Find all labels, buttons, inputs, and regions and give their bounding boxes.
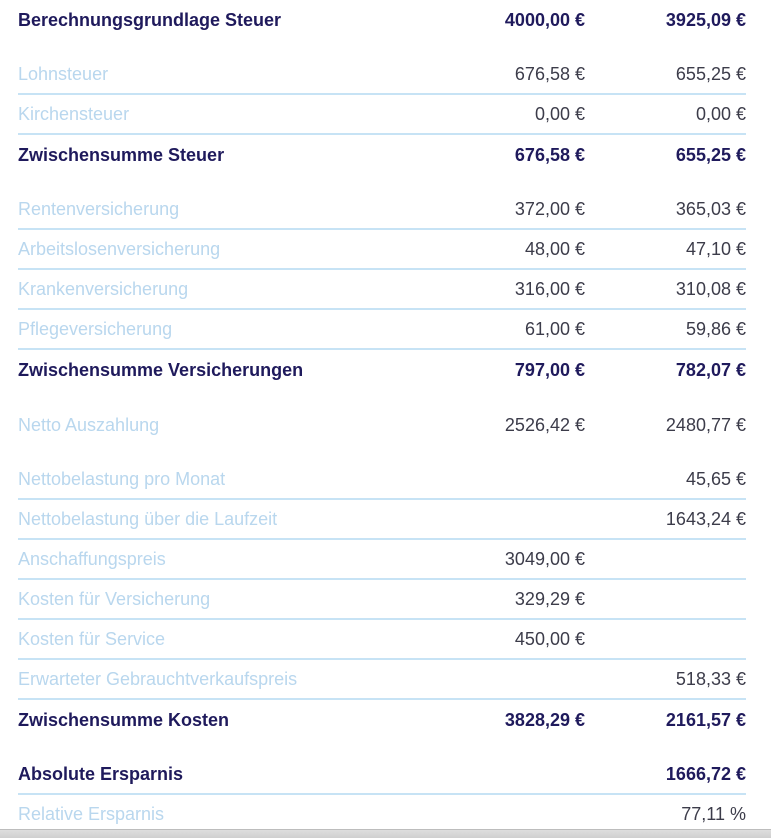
row-value-col1: 676,58 €	[514, 144, 585, 165]
row-value-col1: 676,58 €	[514, 63, 585, 84]
row-value-col2: 59,86 €	[685, 318, 746, 339]
row-value-col2: 77,11 %	[681, 803, 746, 824]
row-rentenversicherung	[18, 190, 746, 230]
row-berechnungsgrundlage	[18, 0, 746, 40]
row-value-col2: 310,08 €	[675, 278, 746, 299]
section-gap	[18, 40, 746, 55]
row-pflegeversicherung	[18, 310, 746, 350]
section-gap	[18, 175, 746, 190]
row-label: Zwischensumme Kosten	[18, 709, 230, 730]
row-value-col1: 48,00 €	[524, 238, 585, 259]
row-label: Pflegeversicherung	[18, 318, 173, 339]
row-netto-auszahlung	[18, 405, 746, 445]
row-value-col2: 655,25 €	[675, 144, 746, 165]
row-label: Kosten für Versicherung	[18, 588, 211, 609]
row-zwischensumme-steuer	[18, 135, 746, 175]
row-value-col2: 0,00 €	[695, 103, 746, 124]
salary-comparison-table	[18, 0, 746, 835]
row-arbeitslosenversicherung	[18, 230, 746, 270]
row-lohnsteuer	[18, 55, 746, 95]
row-value-col2: 2480,77 €	[665, 414, 746, 435]
row-value-col2: 518,33 €	[675, 668, 746, 689]
row-value-col1: 2526,42 €	[504, 414, 585, 435]
row-label: Nettobelastung pro Monat	[18, 468, 226, 489]
row-value-col2: 655,25 €	[675, 63, 746, 84]
row-gebrauchtverkaufspreis	[18, 660, 746, 700]
row-label: Zwischensumme Steuer	[18, 144, 225, 165]
section-gap	[18, 740, 746, 755]
row-value-col1: 450,00 €	[514, 628, 585, 649]
section-gap	[18, 445, 746, 460]
row-value-col1: 61,00 €	[524, 318, 585, 339]
row-label: Anschaffungspreis	[18, 548, 166, 569]
row-krankenversicherung	[18, 270, 746, 310]
row-value-col2: 1643,24 €	[665, 508, 746, 529]
row-zwischensumme-versicherungen	[18, 350, 746, 390]
row-value-col1: 329,29 €	[514, 588, 585, 609]
row-label: Zwischensumme Versicherungen	[18, 359, 304, 380]
row-value-col1: 4000,00 €	[504, 9, 585, 30]
row-label: Arbeitslosenversicherung	[18, 238, 221, 259]
row-value-col2: 2161,57 €	[665, 709, 746, 730]
row-value-col2: 45,65 €	[685, 468, 746, 489]
row-value-col1: 797,00 €	[514, 359, 585, 380]
row-kirchensteuer	[18, 95, 746, 135]
row-label: Krankenversicherung	[18, 278, 189, 299]
row-value-col2: 3925,09 €	[665, 9, 746, 30]
row-absolute-ersparnis	[18, 755, 746, 795]
row-value-col2: 365,03 €	[675, 198, 746, 219]
row-label: Relative Ersparnis	[18, 803, 165, 824]
row-nettobelastung-monat	[18, 460, 746, 500]
row-zwischensumme-kosten	[18, 700, 746, 740]
row-label: Berechnungsgrundlage Steuer	[18, 9, 282, 30]
row-value-col2: 782,07 €	[675, 359, 746, 380]
row-kosten-service	[18, 620, 746, 660]
section-gap	[18, 390, 746, 405]
row-value-col2: 47,10 €	[685, 238, 746, 259]
row-value-col1: 372,00 €	[514, 198, 585, 219]
row-label: Netto Auszahlung	[18, 414, 160, 435]
row-nettobelastung-laufzeit	[18, 500, 746, 540]
row-value-col2: 1666,72 €	[665, 763, 746, 784]
row-value-col1: 316,00 €	[514, 278, 585, 299]
row-label: Lohnsteuer	[18, 63, 109, 84]
row-label: Nettobelastung über die Laufzeit	[18, 508, 278, 529]
row-label: Kirchensteuer	[18, 103, 130, 124]
row-value-col1: 3828,29 €	[504, 709, 585, 730]
row-value-col1: 3049,00 €	[504, 548, 585, 569]
row-kosten-versicherung	[18, 580, 746, 620]
row-label: Kosten für Service	[18, 628, 166, 649]
row-anschaffungspreis	[18, 540, 746, 580]
row-label: Absolute Ersparnis	[18, 763, 184, 784]
row-value-col1: 0,00 €	[534, 103, 585, 124]
row-label: Rentenversicherung	[18, 198, 180, 219]
row-label: Erwarteter Gebrauchtverkaufspreis	[18, 668, 298, 689]
